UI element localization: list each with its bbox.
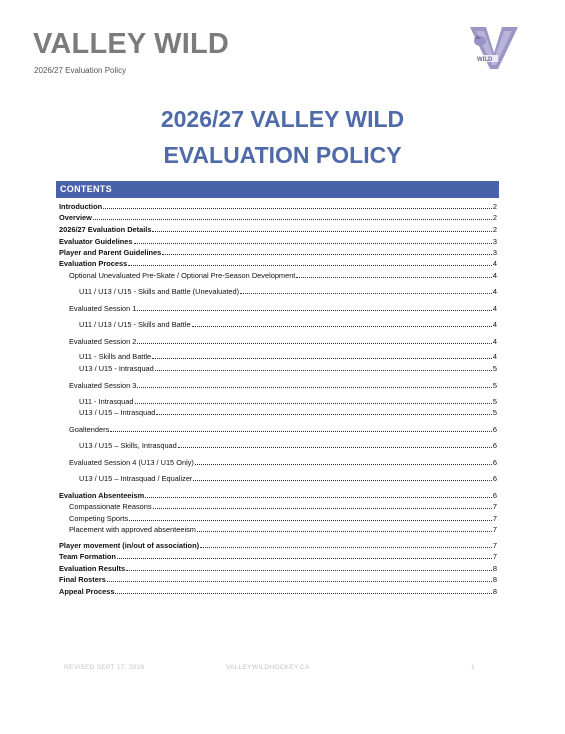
toc-entry-title: U11 / U13 / U15 - Skills and Battle (Unevaluated) xyxy=(79,287,240,296)
toc-entry-page: 2 xyxy=(492,213,497,222)
toc-entry-page: 6 xyxy=(492,458,497,467)
footer-page-number: 1 xyxy=(471,664,475,671)
toc-entry[interactable] xyxy=(59,491,497,500)
toc-entry-page: 5 xyxy=(492,364,497,373)
toc-entry-page: 3 xyxy=(492,248,497,257)
toc-dot-leader xyxy=(296,277,492,278)
toc-entry-page: 7 xyxy=(492,525,497,534)
toc-entry-title: Compassionate Reasons xyxy=(69,502,152,511)
toc-dot-leader xyxy=(192,326,492,327)
toc-dot-leader xyxy=(240,293,492,294)
toc-dot-leader xyxy=(145,497,492,498)
toc-entry-title: Goaltenders xyxy=(69,425,110,434)
toc-entry[interactable] xyxy=(59,225,497,234)
toc-dot-leader xyxy=(153,508,492,509)
toc-entry-page: 8 xyxy=(492,564,497,573)
toc-entry-title: U13 / U15 – Intrasquad xyxy=(79,408,156,417)
toc-entry-title: Final Rosters xyxy=(59,575,106,584)
toc-entry-title: U13 / U15 - Intrasquad xyxy=(79,364,154,373)
toc-dot-leader xyxy=(155,370,492,371)
toc-entry-title: Player movement (in/out of association) xyxy=(59,541,200,550)
toc-entry-title: U11 - Skills and Battle xyxy=(79,352,152,361)
toc-entry[interactable] xyxy=(59,202,497,211)
toc-entry-title: Placement with approved absenteeism xyxy=(69,525,196,534)
toc-entry-page: 4 xyxy=(492,304,497,313)
toc-entry[interactable] xyxy=(79,352,497,361)
toc-dot-leader xyxy=(137,310,491,311)
toc-entry-page: 4 xyxy=(492,287,497,296)
team-logo xyxy=(468,25,520,71)
toc-entry-page: 4 xyxy=(492,271,497,280)
toc-entry-title: Appeal Process xyxy=(59,587,115,596)
toc-entry-title: Evaluated Session 4 (U13 / U15 Only) xyxy=(69,458,194,467)
toc-entry[interactable] xyxy=(69,502,497,511)
toc-entry-page: 7 xyxy=(492,541,497,550)
svg-text:WILD: WILD xyxy=(477,57,493,63)
toc-entry[interactable] xyxy=(69,458,497,467)
toc-entry-title: Evaluated Session 3 xyxy=(69,381,137,390)
toc-dot-leader xyxy=(156,414,491,415)
toc-dot-leader xyxy=(107,581,492,582)
document-subtitle: 2026/27 Evaluation Policy xyxy=(34,66,127,75)
toc-entry[interactable] xyxy=(59,552,497,561)
toc-entry-title: Introduction xyxy=(59,202,103,211)
document-title-line1: 2026/27 VALLEY WILD xyxy=(160,106,405,132)
toc-entry-page: 2 xyxy=(492,225,497,234)
toc-entry[interactable] xyxy=(69,271,497,280)
toc-entry[interactable] xyxy=(79,320,497,329)
toc-dot-leader xyxy=(197,531,492,532)
toc-entry-title: U11 / U13 / U15 - Skills and Battle xyxy=(79,320,191,329)
toc-dot-leader xyxy=(152,358,492,359)
toc-entry-page: 7 xyxy=(492,514,497,523)
toc-entry[interactable] xyxy=(59,259,497,268)
toc-entry[interactable] xyxy=(59,587,497,596)
footer-revised: REVISED SEPT 17, 2026 xyxy=(64,664,145,671)
toc-entry[interactable] xyxy=(69,337,497,346)
toc-entry-page: 8 xyxy=(492,575,497,584)
toc-dot-leader xyxy=(162,254,492,255)
toc-entry-title: Optional Unevaluated Pre-Skate / Optional Pre-Season Development xyxy=(69,271,296,280)
toc-entry[interactable] xyxy=(69,425,497,434)
toc-entry-title: U13 / U15 – Skills, Intrasquad xyxy=(79,441,177,450)
toc-entry-page: 4 xyxy=(492,259,497,268)
toc-dot-leader xyxy=(103,208,492,209)
toc-entry[interactable] xyxy=(59,564,497,573)
toc-entry-page: 7 xyxy=(492,552,497,561)
toc-entry[interactable] xyxy=(59,237,497,246)
toc-entry[interactable] xyxy=(59,575,497,584)
toc-entry-title: Evaluated Session 2 xyxy=(69,337,137,346)
toc-entry[interactable] xyxy=(79,397,497,406)
toc-entry[interactable] xyxy=(69,381,497,390)
toc-dot-leader xyxy=(117,558,492,559)
toc-dot-leader xyxy=(152,231,491,232)
toc-dot-leader xyxy=(193,480,491,481)
footer-website: VALLEYWILDHOCKEY.CA xyxy=(226,664,310,671)
toc-dot-leader xyxy=(110,431,492,432)
toc-entry-page: 7 xyxy=(492,502,497,511)
toc-entry-page: 4 xyxy=(492,337,497,346)
toc-entry[interactable] xyxy=(69,304,497,313)
toc-entry[interactable] xyxy=(59,213,497,222)
toc-dot-leader xyxy=(128,265,492,266)
toc-dot-leader xyxy=(137,343,491,344)
toc-entry-page: 6 xyxy=(492,491,497,500)
toc-entry-page: 6 xyxy=(492,441,497,450)
toc-entry-page: 2 xyxy=(492,202,497,211)
toc-dot-leader xyxy=(115,593,491,594)
toc-entry[interactable] xyxy=(79,441,497,450)
toc-header xyxy=(56,181,499,198)
document-title-line2: EVALUATION POLICY xyxy=(163,142,402,168)
toc-entry[interactable] xyxy=(79,474,497,483)
toc-entry-title: Overview xyxy=(59,213,92,222)
toc-entry[interactable] xyxy=(69,525,497,534)
toc-dot-leader xyxy=(126,570,492,571)
toc-dot-leader xyxy=(134,243,492,244)
toc-entry[interactable] xyxy=(59,541,497,550)
toc-entry-title: Competing Sports xyxy=(69,514,129,523)
toc-entry-page: 6 xyxy=(492,474,497,483)
toc-dot-leader xyxy=(93,219,492,220)
toc-entry[interactable] xyxy=(79,408,497,417)
toc-entry-title: Team Formation xyxy=(59,552,116,561)
toc-dot-leader xyxy=(178,447,492,448)
toc-entry-title: Evaluation Absenteeism xyxy=(59,491,145,500)
toc-entry-title: U11 - Intrasquad xyxy=(79,397,134,406)
toc-entry-page: 4 xyxy=(492,352,497,361)
toc-dot-leader xyxy=(200,547,492,548)
toc-entry[interactable] xyxy=(69,514,497,523)
toc-entry-page: 4 xyxy=(492,320,497,329)
toc-entry[interactable] xyxy=(79,287,497,296)
toc-heading: CONTENTS xyxy=(60,184,112,194)
toc-entry[interactable] xyxy=(79,364,497,373)
toc-entry-page: 6 xyxy=(492,425,497,434)
toc-dot-leader xyxy=(135,403,492,404)
toc-entry-title: Player and Parent Guidelines xyxy=(59,248,162,257)
toc-entry-title: Evaluation Results xyxy=(59,564,126,573)
toc-entry-page: 5 xyxy=(492,397,497,406)
toc-dot-leader xyxy=(129,520,492,521)
toc-dot-leader xyxy=(195,464,492,465)
toc-entry-page: 8 xyxy=(492,587,497,596)
toc-entry-title: Evaluated Session 1 xyxy=(69,304,137,313)
toc-entry-page: 5 xyxy=(492,381,497,390)
toc-entry-page: 5 xyxy=(492,408,497,417)
brand-title: VALLEY WILD xyxy=(33,28,230,60)
toc-entry[interactable] xyxy=(59,248,497,257)
toc-entry-title: U13 / U15 – Intrasquad / Equalizer xyxy=(79,474,193,483)
toc-dot-leader xyxy=(137,387,491,388)
toc-entry-page: 3 xyxy=(492,237,497,246)
toc-entry-title: Evaluator Guidelines xyxy=(59,237,133,246)
toc-entry-title: 2026/27 Evaluation Details xyxy=(59,225,152,234)
toc-entry-title: Evaluation Process xyxy=(59,259,128,268)
